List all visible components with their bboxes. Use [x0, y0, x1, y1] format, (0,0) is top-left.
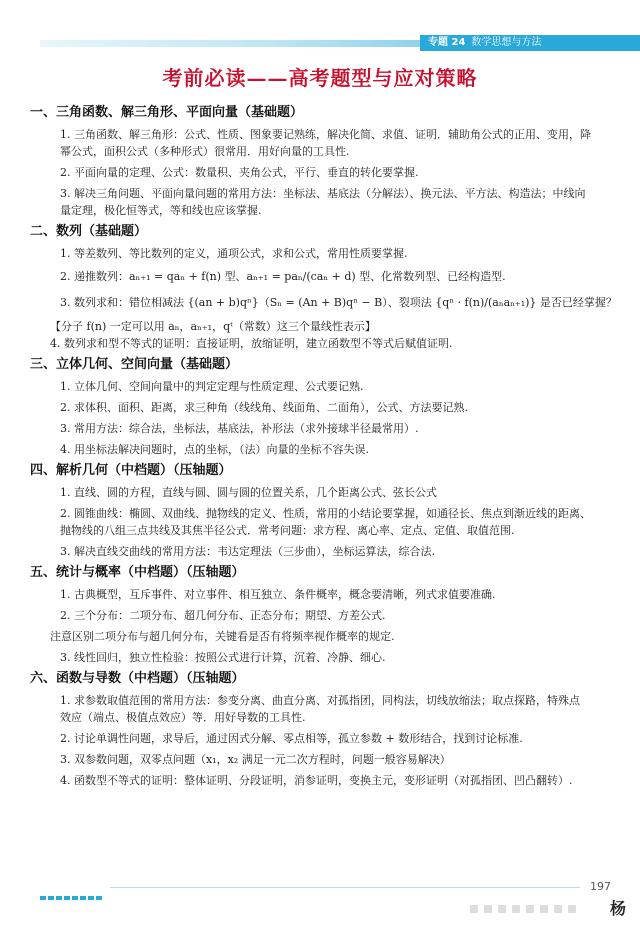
list-item: 3. 数列求和：错位相减法 {(an + b)qⁿ}（Sₙ = (An + B)qⁿ − B）、裂项法 {qⁿ · f(n)/(aₙaₙ₊₁)} 是否已经掌握？ [60, 296, 617, 309]
list-item: 1. 古典概型，互斥事件、对立事件、相互独立、条件概率，概念要清晰，列式求值要准确. [60, 588, 496, 601]
list-item: 抛物线的八组三点共线及其焦半径公式．常考问题：求方程、离心率、定点、定值、取值范围. [60, 524, 515, 537]
chapter-title: 数学思想与方法 [471, 37, 542, 48]
list-item: 2. 求体积、面积、距离，求三种角（线线角、线面角、二面角），公式、方法要记熟. [60, 401, 468, 414]
list-item: 3. 双参数问题，双零点问题（x₁，x₂ 满足一元二次方程时，问题一般容易解决） [60, 753, 451, 766]
chapter-tag [420, 35, 640, 51]
header-gradient-line [40, 40, 420, 47]
list-item: 4. 数列求和型不等式的证明：直接证明，放缩证明，建立函数型不等式后赋值证明. [50, 337, 453, 350]
list-item: 1. 等差数列、等比数列的定义，通项公式，求和公式，常用性质要掌握. [60, 247, 408, 260]
list-item: 幂公式，面积公式（多种形式）很常用．用好向量的工具性. [60, 145, 350, 158]
page-number: 197 [590, 880, 611, 893]
note-text: 注意区别二项分布与超几何分布，关键看是否有将频率视作概率的规定. [50, 630, 395, 643]
list-item: 2. 讨论单调性问题，求导后，通过因式分解、零点相等，孤立参数 + 数形结合，找到讨论标准. [60, 732, 523, 745]
section-heading: 四、解析几何（中档题）（压轴题） [30, 463, 232, 478]
chapter-number: 专题 24 [428, 37, 466, 48]
list-item: 3. 常用方法：综合法，坐标法，基底法，补形法（求外接球半径最常用）. [60, 422, 419, 435]
list-item: 量定理，极化恒等式，等和线也应该掌握. [60, 204, 262, 217]
note-text: 【分子 f(n) 一定可以用 aₙ，aₙ₊₁，qᵗ（常数）这三个量线性表示】 [50, 320, 376, 333]
list-item: 效应（端点、极值点效应）等．用好导数的工具性. [60, 711, 306, 724]
section-heading: 三、立体几何、空间向量（基础题） [30, 357, 239, 372]
section-heading: 六、函数与导数（中档题）（压轴题） [30, 671, 245, 686]
list-item: 2. 三个分布：二项分布、超几何分布、正态分布；期望、方差公式. [60, 609, 386, 622]
section-heading: 五、统计与概率（中档题）（压轴题） [30, 565, 245, 580]
section-heading: 二、数列（基础题） [30, 224, 148, 239]
list-item: 2. 圆锥曲线：椭圆、双曲线、抛物线的定义、性质，常用的小结论要掌握，如通径长、焦点到渐近线的距离、 [60, 507, 591, 520]
footer-line [110, 887, 580, 888]
list-item: 3. 解决三角问题、平面向量问题的常用方法：坐标法、基底法（分解法）、换元法、平方法、构造法；中线向 [60, 187, 586, 200]
watermark-decoration [470, 898, 610, 910]
list-item: 4. 函数型不等式的证明：整体证明、分段证明，消参证明，变换主元，变形证明（对孤指团、凹凸翻转）. [60, 774, 573, 787]
list-item: 4. 用坐标法解决问题时，点的坐标，（法）向量的坐标不容失误. [60, 443, 369, 456]
list-item: 2. 递推数列：aₙ₊₁ = qaₙ + f(n) 型、aₙ₊₁ = paₙ/(caₙ + d) 型、化常数列型、已经构造型. [60, 270, 506, 283]
section-heading: 一、三角函数、解三角形、平面向量（基础题） [30, 105, 304, 120]
page-title: 考前必读——高考题型与应对策略 [162, 66, 478, 90]
list-item: 1. 立体几何、空间向量中的判定定理与性质定理、公式要记熟. [60, 380, 364, 393]
list-item: 1. 求参数取值范围的常用方法：参变分离、曲直分离、对孤指团，同构法，切线放缩法；取点探路，特殊点 [60, 694, 580, 707]
main-content [30, 104, 620, 793]
corner-mark: 杨 [610, 899, 627, 918]
list-item: 3. 解决直线交曲线的常用方法：韦达定理法（三步曲），坐标运算法，综合法. [60, 545, 435, 558]
list-item: 1. 三角函数、解三角形：公式、性质、图象要记熟练，解决化简、求值、证明．辅助角公式的正用、变用，降 [60, 128, 591, 141]
list-item: 1. 直线、圆的方程，直线与圆、圆与圆的位置关系，几个距离公式、弦长公式 [60, 486, 437, 499]
list-item: 2. 平面向量的定理、公式：数量积、夹角公式，平行、垂直的转化要掌握. [60, 166, 419, 179]
list-item: 3. 线性回归，独立性检验：按照公式进行计算，沉着、冷静、细心. [60, 651, 386, 664]
